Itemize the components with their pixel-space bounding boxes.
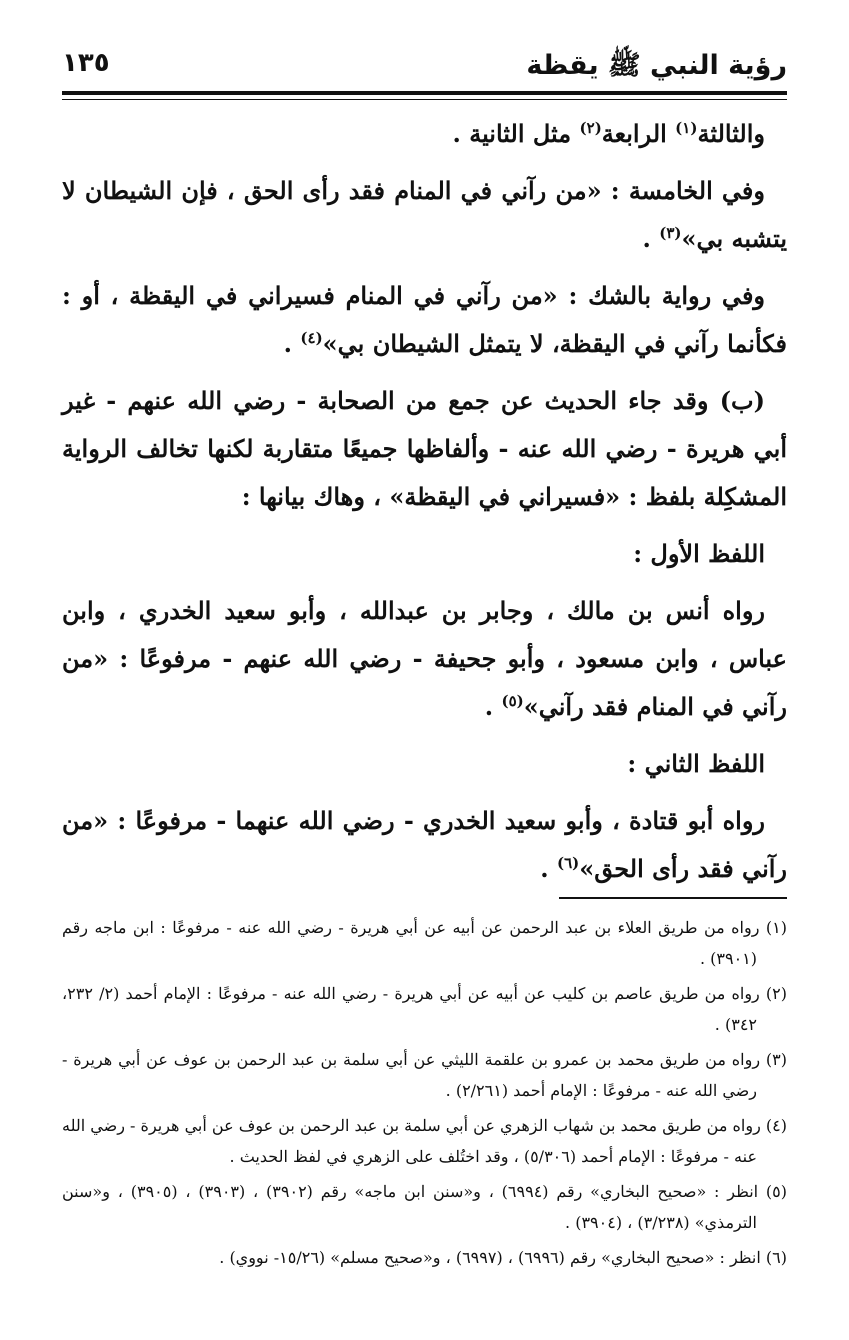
main-text — [62, 110, 787, 902]
page-number: ١٣٥ — [62, 48, 110, 78]
paragraph-4: (ب) وقد جاء الحديث عن جمع من الصحابة - رضي الله عنهم - غير أبي هريرة - رضي الله عنه - وألفاظها جميعًا متقاربة لكنها تخالف الرواية المشكِلة بلفظ : «فسيراني في اليقظة» ، وهاك بيانها : — [62, 386, 787, 511]
footnote-separator — [559, 897, 787, 899]
footnote-6: (٦) انظر : «صحيح البخاري» رقم (٦٩٩٦) ، (٦٩٩٧) ، و«صحيح مسلم» (١٥/٢٦- نووي) . — [219, 1248, 787, 1267]
footnote-5: (٥) انظر : «صحيح البخاري» رقم (٦٩٩٤) ، و«سنن ابن ماجه» رقم (٣٩٠٢) ، (٣٩٠٣) ، (٣٩٠٥) ، و«سنن الترمذي» (٣/٢٣٨) ، (٣٩٠٤) . — [62, 1182, 788, 1232]
paragraph-1 — [62, 110, 787, 158]
page-header — [62, 40, 787, 86]
footnote-ref-3: (٣) — [659, 224, 682, 242]
footnote-1: (١) رواه من طريق العلاء بن عبد الرحمن عن أبيه عن أبي هريرة - رضي الله عنه - مرفوعًا : ابن ماجه رقم (٣٩٠١) . — [62, 918, 787, 968]
paragraph-text: . — [642, 224, 660, 253]
paragraph-5 — [62, 587, 787, 731]
paragraph-text: . — [484, 692, 502, 721]
footnote-ref-6: (٦) — [556, 854, 580, 872]
paragraph-text: رواه أبو قتادة ، وأبو سعيد الخدري - رضي الله عنهما - مرفوعًا : «من رآني فقد رأى الحق» — [62, 806, 787, 883]
footnote-ref-5: (٥) — [501, 692, 524, 710]
footnote-ref-1: (١) — [675, 119, 698, 137]
header-rule-thin — [62, 99, 787, 100]
footnote-2: (٢) رواه من طريق عاصم بن كليب عن أبيه عن أبي هريرة - رضي الله عنه - مرفوعًا : الإمام أحمد (٢/ ٢٣٢، ٣٤٢) . — [62, 984, 787, 1034]
paragraph-text: والثالثة — [697, 119, 765, 148]
paragraph-text: الرابعة — [601, 119, 676, 148]
paragraph-text: رواه أنس بن مالك ، وجابر بن عبدالله ، وأبو سعيد الخدري ، وابن عباس ، وابن مسعود ، وأبو جحيفة - رضي الله عنهم - مرفوعًا : «من رآني في المنام فقد رآني» — [62, 596, 787, 721]
running-title: رؤية النبي ﷺ يقظة — [526, 50, 787, 81]
section-heading-second-wording: اللفظ الثاني : — [627, 749, 765, 778]
footnote-ref-2: (٢) — [579, 119, 602, 137]
header-rule-thick — [62, 91, 787, 95]
paragraph-text: . — [283, 329, 301, 358]
section-heading-first-wording: اللفظ الأول : — [633, 539, 765, 568]
paragraph-text: مثل الثانية . — [452, 119, 580, 148]
paragraph-3 — [62, 272, 787, 368]
footnote-3: (٣) رواه من طريق محمد بن عمرو بن علقمة الليثي عن أبي سلمة بن عبد الرحمن بن عوف عن أبي هريرة - رضي الله عنه - مرفوعًا : الإمام أحمد (٢/٢٦١) . — [62, 1050, 788, 1100]
paragraph-text: وفي رواية بالشك : «من رآني في المنام فسيراني في اليقظة ، أو : فكأنما رآني في اليقظة، لا يتمثل الشيطان بي» — [62, 281, 787, 358]
footnote-ref-4: (٤) — [300, 329, 323, 347]
paragraph-6 — [62, 797, 787, 893]
footnotes — [62, 912, 787, 1277]
paragraph-2 — [62, 167, 787, 263]
footnote-4: (٤) رواه من طريق محمد بن شهاب الزهري عن أبي سلمة بن عبد الرحمن بن عوف عن أبي هريرة - رضي الله عنه - مرفوعًا : الإمام أحمد (٥/٣٠٦) ، وقد اختُلف على الزهري في لفظ الحديث . — [62, 1116, 787, 1166]
paragraph-text: . — [540, 854, 557, 883]
paragraph-text: وفي الخامسة : «من رآني في المنام فقد رأى الحق ، فإن الشيطان لا يتشبه بي» — [62, 176, 787, 253]
